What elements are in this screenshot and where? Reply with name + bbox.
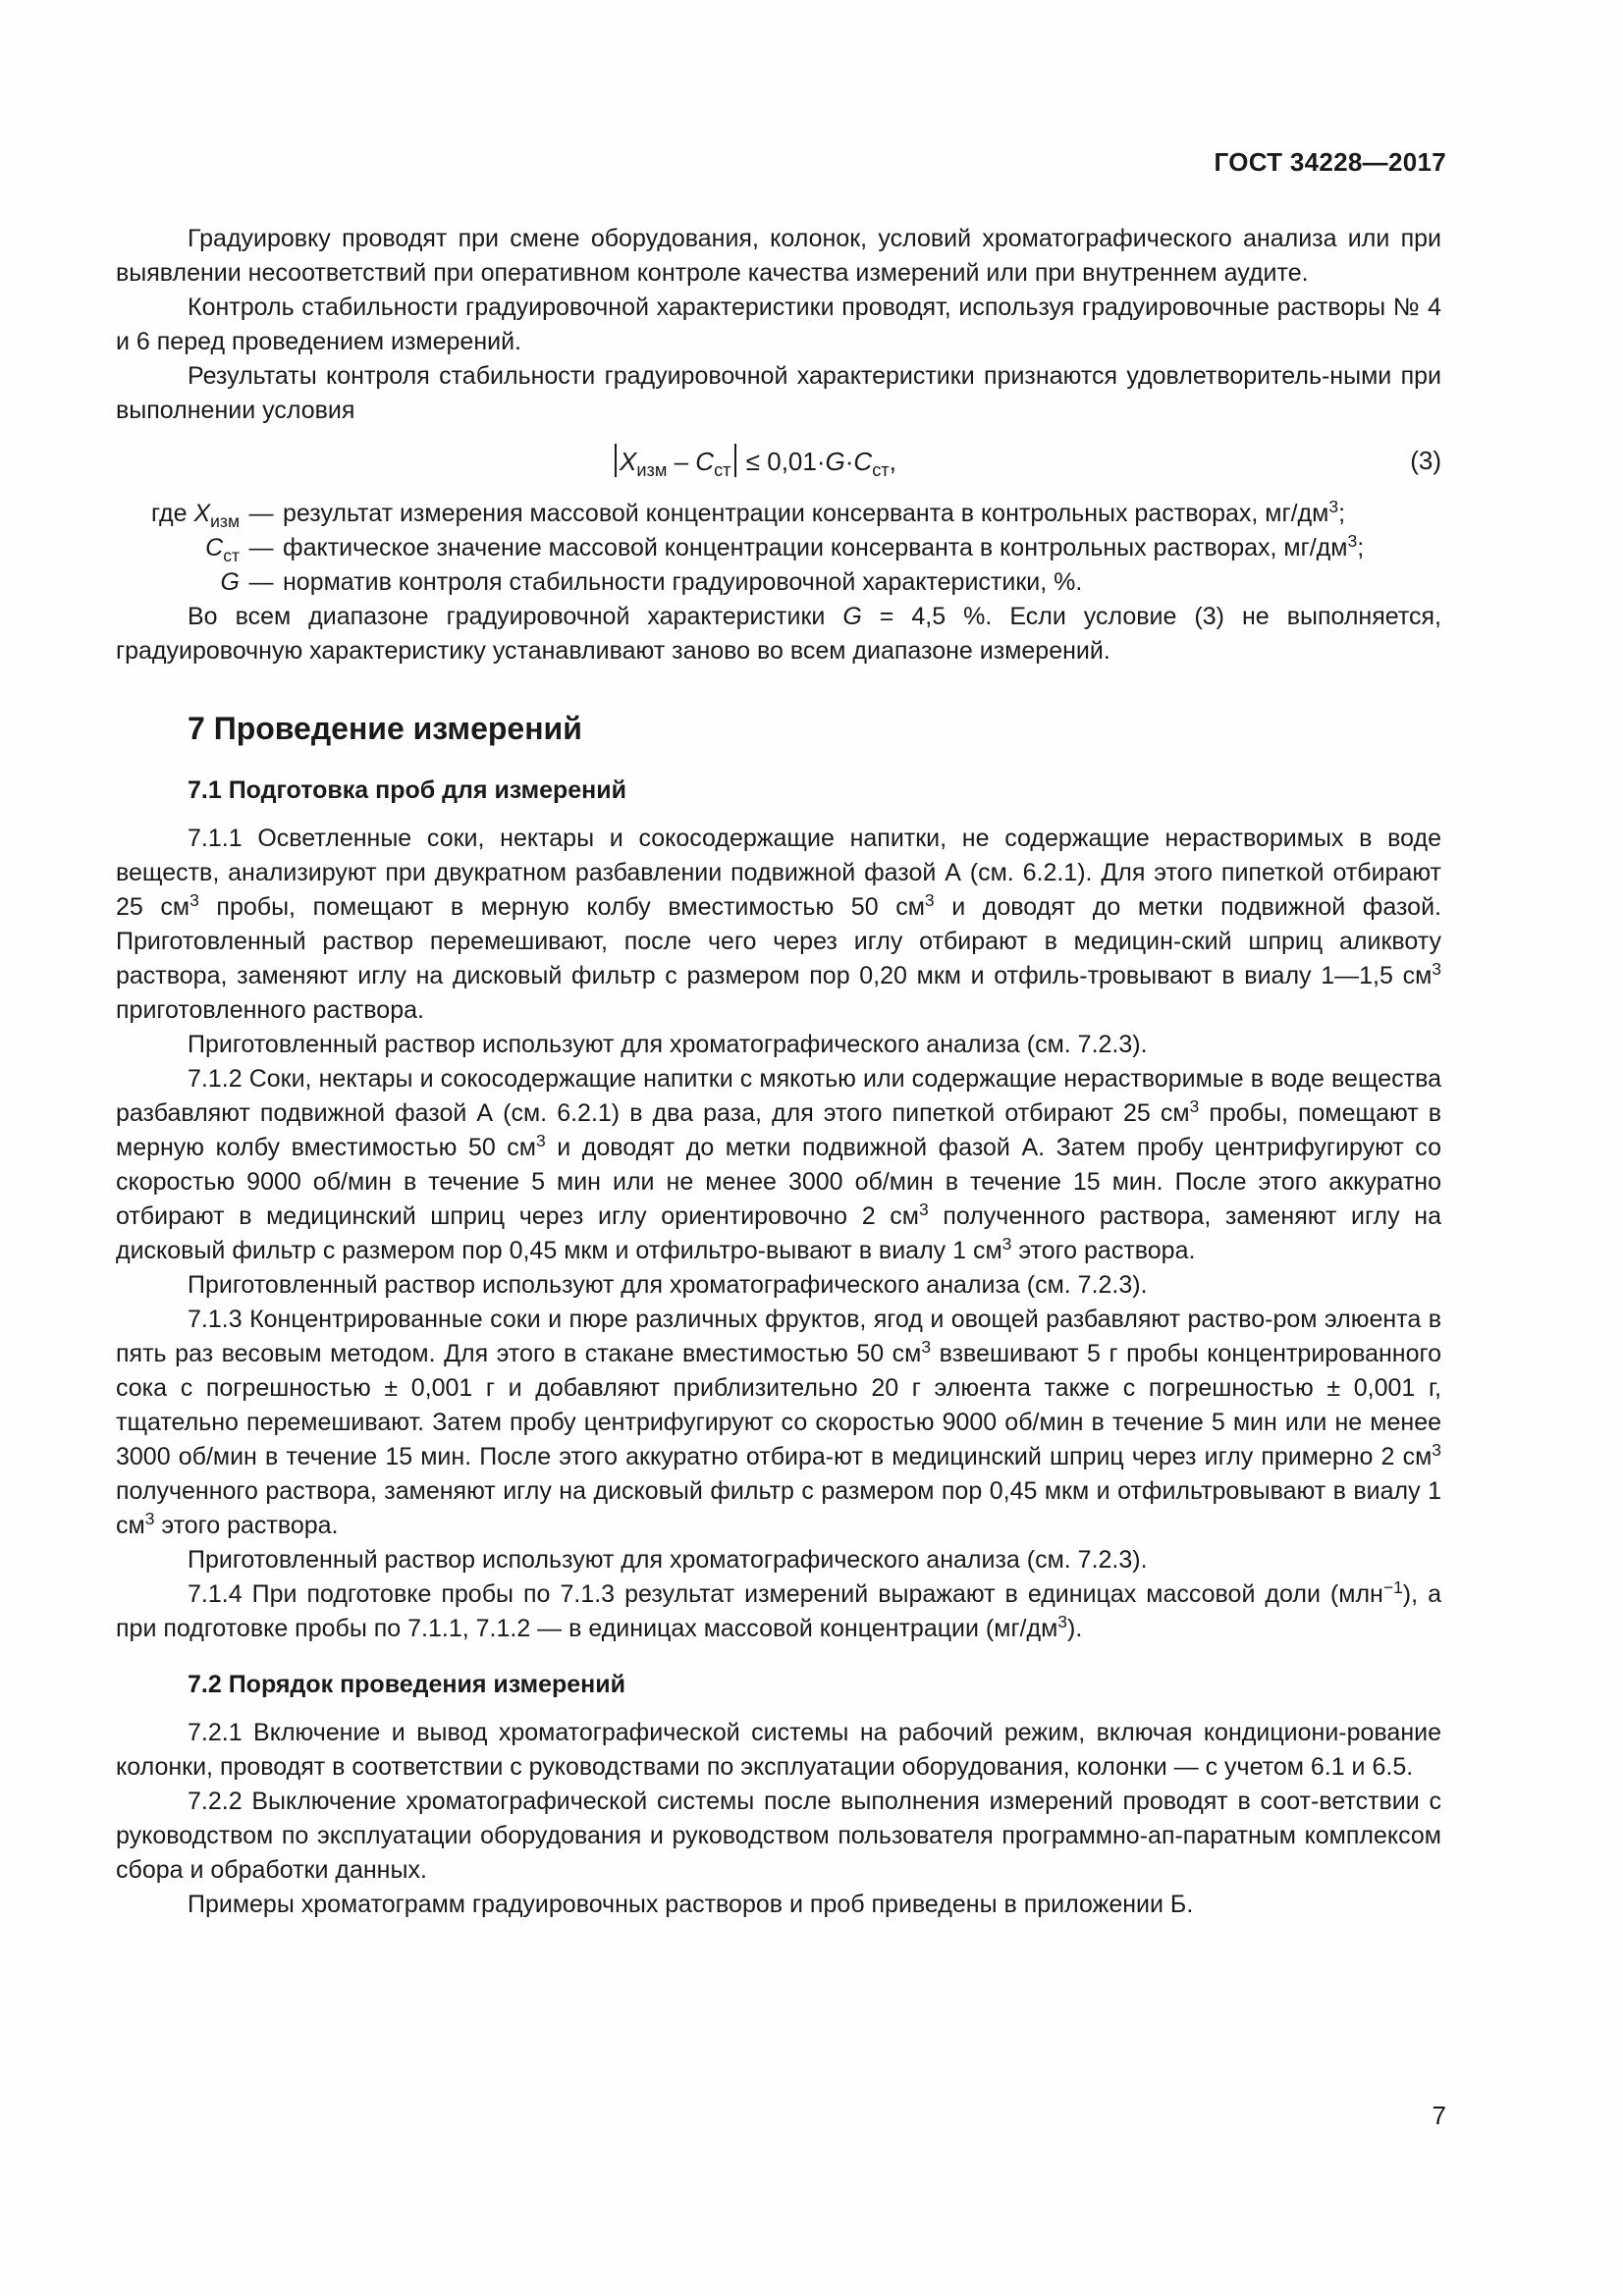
subsection-heading-7-2: 7.2 Порядок проведения измерений — [188, 1671, 626, 1698]
definition-c-st: $C_{ст}$ — фактическое значение массовой концентрации консерванта в контрольных растворах, $мг/дм^3$; — [116, 531, 1441, 565]
definitions-list — [116, 497, 1441, 600]
paragraph-7-2-1: 7.2.1 Включение и вывод хроматографической системы на рабочий режим, включая кондициони-рование колонки, проводят в соответствии с руководствами по эксплуатации оборудования, колонки — с учетом 6.1 и 6.5. — [116, 1719, 1441, 1781]
definition-g: G — норматив контроля стабильности градуировочной характеристики, %. — [116, 565, 1441, 600]
paragraph-7-1-4: 7.1.4 При подготовке пробы по 7.1.3 результат измерений выражают в единицах массовой доли (млн$^{-1}$), а при подготовке пробы по 7.1.1, 7.1.2 — в единицах массовой концентрации $(мг/дм^3)$. — [116, 1577, 1441, 1642]
definition-x-izm: где $X_{изм}$ — результат измерения массовой концентрации консерванта в контрольных растворах, $мг/дм^3$; — [116, 497, 1441, 531]
formula-number: (3) — [1410, 446, 1441, 475]
formula-expression: $X_{изм} - C_{ст} \le 0,01\cdot G\cdot C_{ст}$, — [612, 444, 896, 479]
definition-symbol: G — [220, 568, 240, 596]
paragraph-stability-results: Результаты контроля стабильности градуировочной характеристики признаются удовлетворитель-ными при выполнении условия — [116, 362, 1441, 424]
definition-text: норматив контроля стабильности градуировочной характеристики, %. — [283, 568, 1083, 596]
paragraph-prepared-solution: Приготовленный раствор используют для хроматографического анализа (см. 7.2.3). — [188, 1546, 1148, 1574]
paragraph-stability-control: Контроль стабильности градуировочной характеристики проводят, используя градуировочные растворы № 4 и 6 перед проведением измерений. — [116, 294, 1441, 355]
paragraph-7-2-2: 7.2.2 Выключение хроматографической системы после выполнения измерений проводят в соот-ветствии с руководством по эксплуатации оборудования и руководством пользователя программно-ап-паратным комплексом сбора и обработки данных. — [116, 1788, 1441, 1884]
paragraph-prepared-solution: Приготовленный раствор используют для хроматографического анализа (см. 7.2.3). — [188, 1031, 1148, 1058]
page-body — [116, 222, 1441, 1922]
paragraph-7-1-2: 7.1.2 Соки, нектары и сокосодержащие напитки с мякотью или содержащие нерастворимые в воде вещества разбавляют подвижной фазой А (см. 6.2.1) в два раза, для этого пипеткой отбирают 25 $см^3$ пробы, помещают в мерную колбу вместимостью 50 $см^3$ и доводят до метки подвижной фазой А. Затем пробу центрифугируют со скоростью 9000 об/мин в течение 5 мин или не менее 3000 об/мин в течение 15 мин. После этого аккуратно отбирают в медицинский шприц через иглу ориентировочно 2 $см^3$ полученного раствора, заменяют иглу на дисковый фильтр с размером пор 0,45 мкм и отфильтро-вывают в виалу 1 $см^3$ этого раствора. — [116, 1065, 1441, 1264]
definition-symbol: $C_{ст}$ — [205, 534, 240, 565]
document-code: ГОСТ 34228—2017 — [1214, 147, 1446, 177]
page-number: 7 — [1432, 2101, 1446, 2130]
paragraph-examples-appendix: Примеры хроматограмм градуировочных растворов и проб приведены в приложении Б. — [188, 1891, 1194, 1918]
subsection-heading-7-1: 7.1 Подготовка проб для измерений — [188, 776, 627, 804]
paragraph-calibration-conditions: Градуировку проводят при смене оборудования, колонок, условий хроматографического анализа или при выявлении несоответствий при оперативном контроле качества измерений или при внутреннем аудите. — [116, 225, 1441, 287]
abs-bar-right — [734, 444, 736, 477]
paragraph-prepared-solution: Приготовленный раствор используют для хроматографического анализа (см. 7.2.3). — [188, 1271, 1148, 1299]
abs-bar-left — [615, 444, 617, 477]
definition-text: результат измерения массовой концентрации консерванта в контрольных растворах, $мг/дм^3$; — [283, 497, 1346, 527]
definition-text: фактическое значение массовой концентрации консерванта в контрольных растворах, $мг/дм^3$; — [283, 531, 1365, 561]
paragraph-7-1-3: 7.1.3 Концентрированные соки и пюре различных фруктов, ягод и овощей разбавляют раство-ром элюента в пять раз весовым методом. Для этого в стакане вместимостью 50 $см^3$ взвешивают 5 г пробы концентрированного сока с погрешностью ± 0,001 г и добавляют приблизительно 20 г элюента также с погрешностью ± 0,001 г, тщательно перемешивают. Затем пробу центрифугируют со скоростью 9000 об/мин в течение 5 мин или не менее 3000 об/мин в течение 15 мин. После этого аккуратно отбира-ют в медицинский шприц через иглу примерно 2 $см^3$ полученного раствора, заменяют иглу на дисковый фильтр с размером пор 0,45 мкм и отфильтровывают в виалу 1 $см^3$ этого раствора. — [116, 1306, 1441, 1539]
section-heading-7: 7 Проведение измерений — [188, 711, 582, 746]
definition-symbol: где $X_{изм}$ — [151, 500, 240, 531]
formula-3 — [116, 434, 1441, 489]
paragraph-7-1-1: 7.1.1 Осветленные соки, нектары и сокосодержащие напитки, не содержащие нерастворимых в воде веществ, анализируют при двукратном разбавлении подвижной фазой А (см. 6.2.1). Для этого пипеткой отбирают 25 $см^3$ пробы, помещают в мерную колбу вместимостью 50 $см^3$ и доводят до метки подвижной фазой. Приготовленный раствор перемешивают, после чего через иглу отбирают в медицин-ский шприц аликвоту раствора, заменяют иглу на дисковый фильтр с размером пор 0,20 мкм и отфиль-тровывают в виалу 1—1,5 $см^3$ приготовленного раствора. — [116, 825, 1441, 1024]
paragraph-calibration-range: Во всем диапазоне градуировочной характеристики G = 4,5 %. Если условие (3) не выполняется, градуировочную характеристику устанавливают заново во всем диапазоне измерений. — [116, 603, 1441, 665]
